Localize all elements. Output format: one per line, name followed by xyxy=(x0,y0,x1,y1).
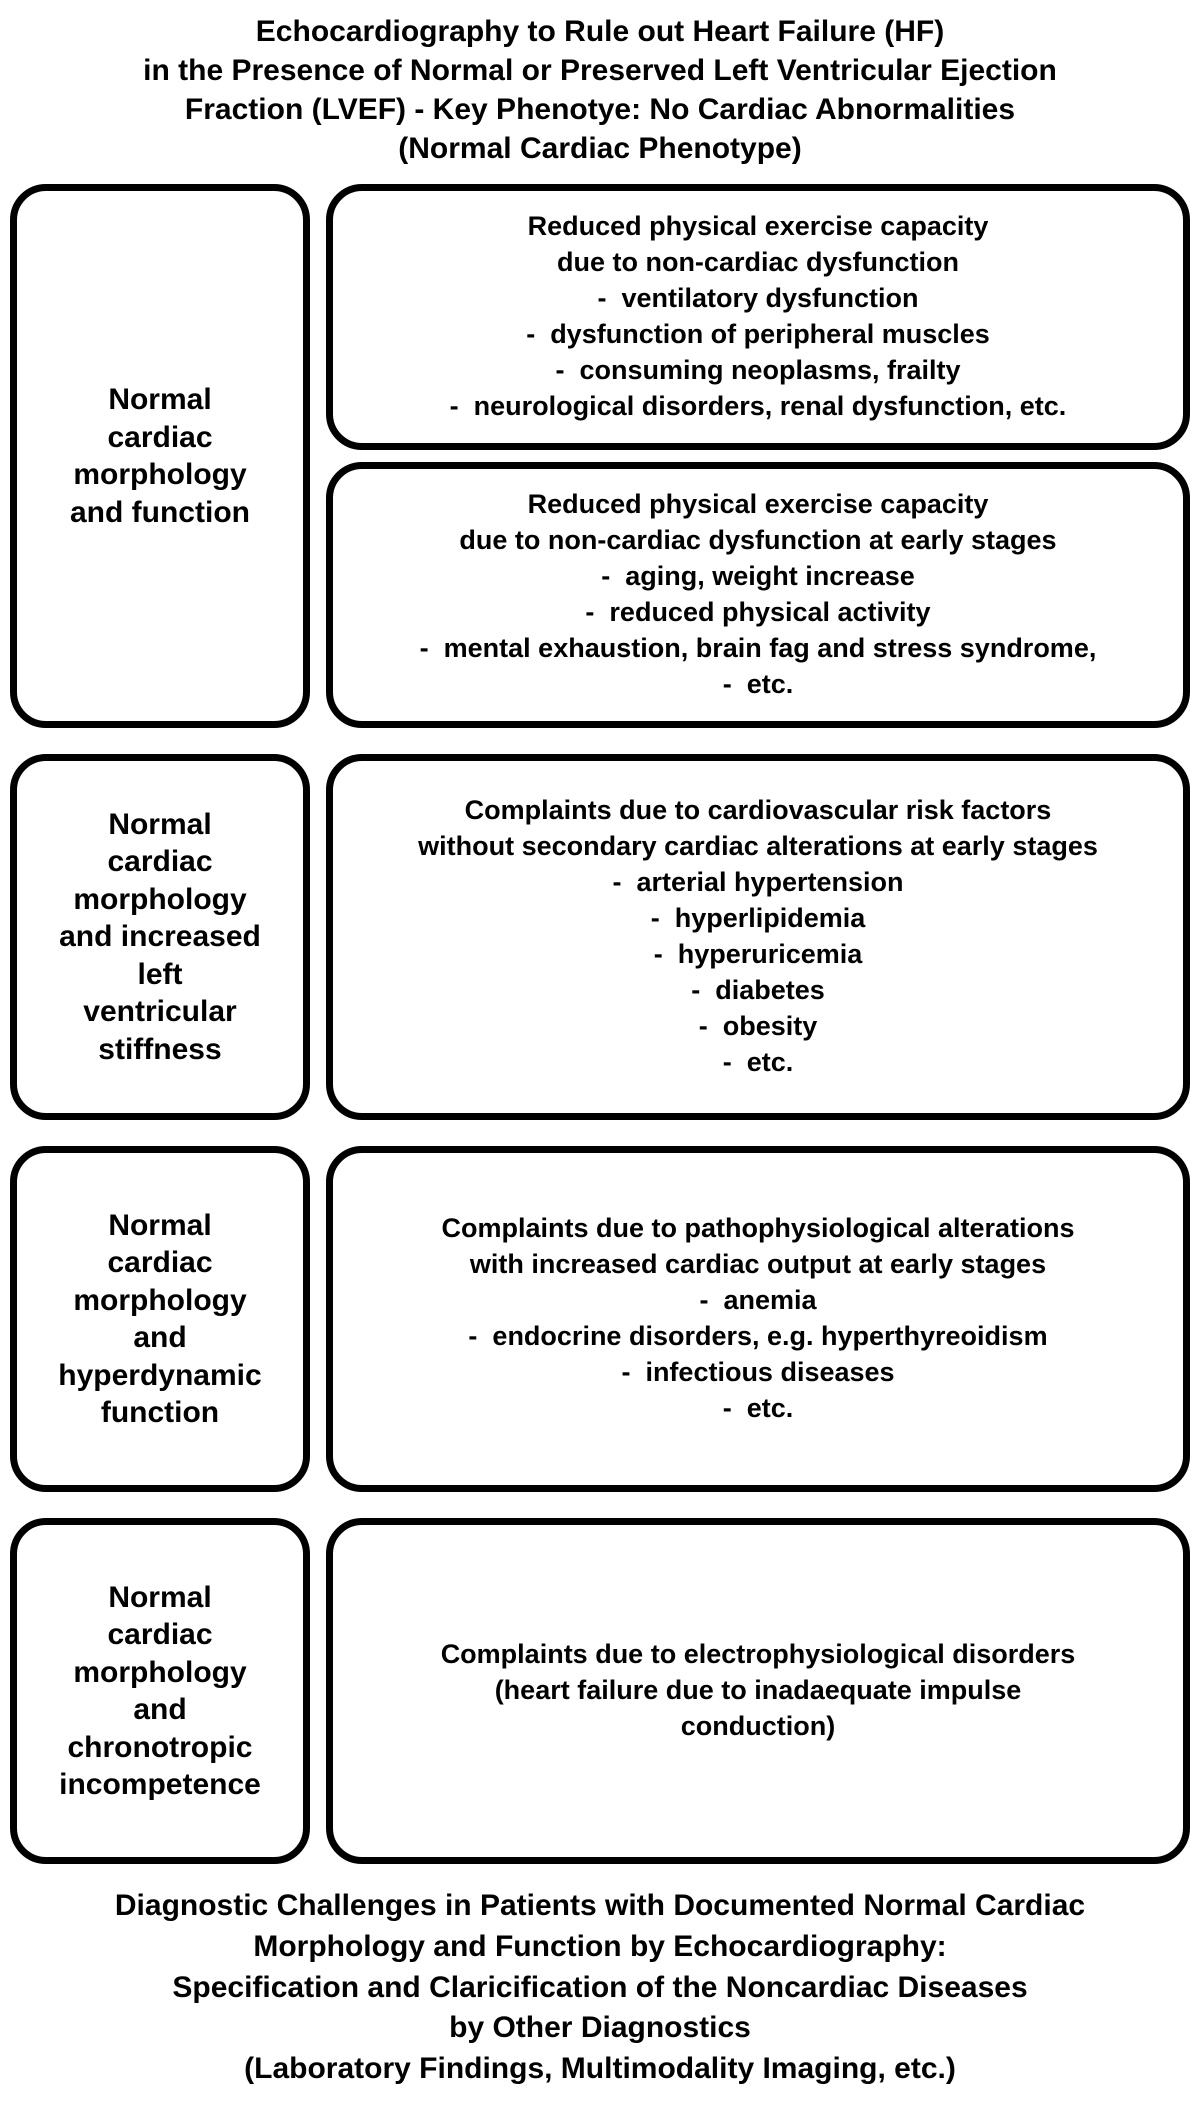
diagram-row-chronotropic xyxy=(10,1518,1190,1864)
text-line: Morphology and Function by Echocardiography: xyxy=(253,1929,947,1963)
diagram-title xyxy=(10,8,1190,184)
text-line: Normal xyxy=(108,1208,212,1242)
right-box-increased-cardiac-output xyxy=(326,1146,1190,1492)
text-line: Normal xyxy=(108,383,212,416)
text-line: Echocardiography to Rule out Heart Failure (HF) xyxy=(255,15,945,48)
right-box-items xyxy=(450,281,1067,425)
text-line: incompetence xyxy=(59,1768,261,1801)
bullet-item: - obesity xyxy=(612,1009,903,1045)
bullet-item: - endocrine disorders, e.g. hyperthyreoidism xyxy=(468,1319,1047,1355)
bullet-item: - etc. xyxy=(420,667,1097,703)
text-line: hyperdynamic xyxy=(58,1358,262,1392)
text-line: Reduced physical exercise capacity xyxy=(527,489,989,520)
left-box-chronotropic-incompetence xyxy=(10,1518,310,1864)
bullet-item: - dysfunction of peripheral muscles xyxy=(450,317,1067,353)
text-line: Diagnostic Challenges in Patients with Documented Normal Cardiac xyxy=(114,1889,1086,1922)
right-box-heading xyxy=(418,793,1098,865)
right-box-items xyxy=(612,865,903,1080)
bullet-item: - consuming neoplasms, frailty xyxy=(450,353,1067,389)
text-line: morphology xyxy=(73,458,247,491)
text-line: with increased cardiac output at early stages xyxy=(469,1249,1047,1280)
right-box-items xyxy=(420,559,1097,703)
text-line: due to non-cardiac dysfunction at early stages xyxy=(459,525,1057,556)
right-box-items xyxy=(468,1283,1047,1427)
bullet-item: - neurological disorders, renal dysfunction, etc. xyxy=(450,389,1067,425)
text-line: and xyxy=(133,1693,187,1726)
text-line: Complaints due to pathophysiological alterations xyxy=(441,1213,1075,1244)
text-line: chronotropic xyxy=(67,1730,253,1764)
text-line: without secondary cardiac alterations at early stages xyxy=(418,831,1098,862)
bullet-item: - hyperuricemia xyxy=(612,937,903,973)
bullet-item: - arterial hypertension xyxy=(612,865,903,901)
diagram-grid xyxy=(10,184,1190,1864)
right-box-cv-risk-factors xyxy=(326,754,1190,1120)
left-box-label xyxy=(58,1207,261,1432)
text-line: morphology xyxy=(73,1655,247,1689)
text-line: and increased xyxy=(59,920,261,954)
left-box-label xyxy=(70,381,250,531)
bullet-item: - infectious diseases xyxy=(468,1355,1047,1391)
text-line: Complaints due to electrophysiological disorders xyxy=(440,1639,1076,1670)
text-line: (heart failure due to inadaequate impulse xyxy=(494,1675,1022,1706)
left-box-normal-morphology-function xyxy=(10,184,310,728)
bullet-item: - hyperlipidemia xyxy=(612,901,903,937)
text-line: morphology xyxy=(73,882,247,916)
text-line: cardiac xyxy=(107,845,213,879)
bullet-item: - aging, weight increase xyxy=(420,559,1097,595)
text-line: ventricular xyxy=(83,995,237,1029)
diagram-row-increased-stiffness xyxy=(10,754,1190,1120)
text-line: Specification and Claricification of the Noncardiac Diseases xyxy=(172,1970,1028,2004)
text-line: cardiac xyxy=(107,1618,213,1651)
right-box-heading xyxy=(441,1211,1074,1283)
text-line: Normal xyxy=(108,807,212,841)
right-column-row-3 xyxy=(326,1146,1190,1492)
text-line: Complaints due to cardiovascular risk factors xyxy=(464,795,1052,826)
diagram-row-normal-function xyxy=(10,184,1190,728)
bullet-item: - anemia xyxy=(468,1283,1047,1319)
text-line: function xyxy=(100,1396,220,1429)
text-line: Normal xyxy=(108,1580,212,1614)
text-line: left xyxy=(137,957,183,991)
left-box-label xyxy=(59,1579,261,1804)
text-line: and xyxy=(133,1321,187,1354)
right-box-noncardiac-dysfunction xyxy=(326,184,1190,450)
text-line: due to non-cardiac dysfunction xyxy=(556,247,959,278)
text-line: cardiac xyxy=(107,420,213,454)
text-line: (Laboratory Findings, Multimodality Imaging, etc.) xyxy=(244,2052,956,2086)
text-line: cardiac xyxy=(107,1246,213,1279)
right-column-row-1 xyxy=(326,184,1190,728)
right-box-electrophysiological-disorders xyxy=(326,1518,1190,1864)
left-box-increased-lv-stiffness xyxy=(10,754,310,1120)
bullet-item: - reduced physical activity xyxy=(420,595,1097,631)
left-box-label xyxy=(59,806,261,1069)
text-line: in the Presence of Normal or Preserved Left Ventricular Ejection xyxy=(143,54,1057,87)
bullet-item: - mental exhaustion, brain fag and stress syndrome, xyxy=(420,631,1097,667)
diagram-footer xyxy=(10,1864,1190,2098)
bullet-item: - ventilatory dysfunction xyxy=(450,281,1067,317)
bullet-item: - etc. xyxy=(468,1391,1047,1427)
right-column-row-4 xyxy=(326,1518,1190,1864)
diagram-row-hyperdynamic xyxy=(10,1146,1190,1492)
text-line: and function xyxy=(70,495,250,529)
text-line: stiffness xyxy=(98,1032,222,1066)
text-line: Fraction (LVEF) - Key Phenotye: No Cardiac Abnormalities xyxy=(184,93,1016,126)
bullet-item: - etc. xyxy=(612,1045,903,1081)
right-box-noncardiac-early-stages xyxy=(326,462,1190,728)
text-line: conduction) xyxy=(680,1710,836,1741)
right-box-heading xyxy=(459,487,1056,559)
text-line: Reduced physical exercise capacity xyxy=(527,211,989,242)
left-box-hyperdynamic-function xyxy=(10,1146,310,1492)
text-line: morphology xyxy=(73,1283,247,1317)
bullet-item: - diabetes xyxy=(612,973,903,1009)
right-box-heading xyxy=(441,1637,1076,1745)
text-line: (Normal Cardiac Phenotype) xyxy=(398,132,802,165)
text-line: by Other Diagnostics xyxy=(449,2011,751,2045)
right-box-heading xyxy=(528,209,989,281)
right-column-row-2 xyxy=(326,754,1190,1120)
